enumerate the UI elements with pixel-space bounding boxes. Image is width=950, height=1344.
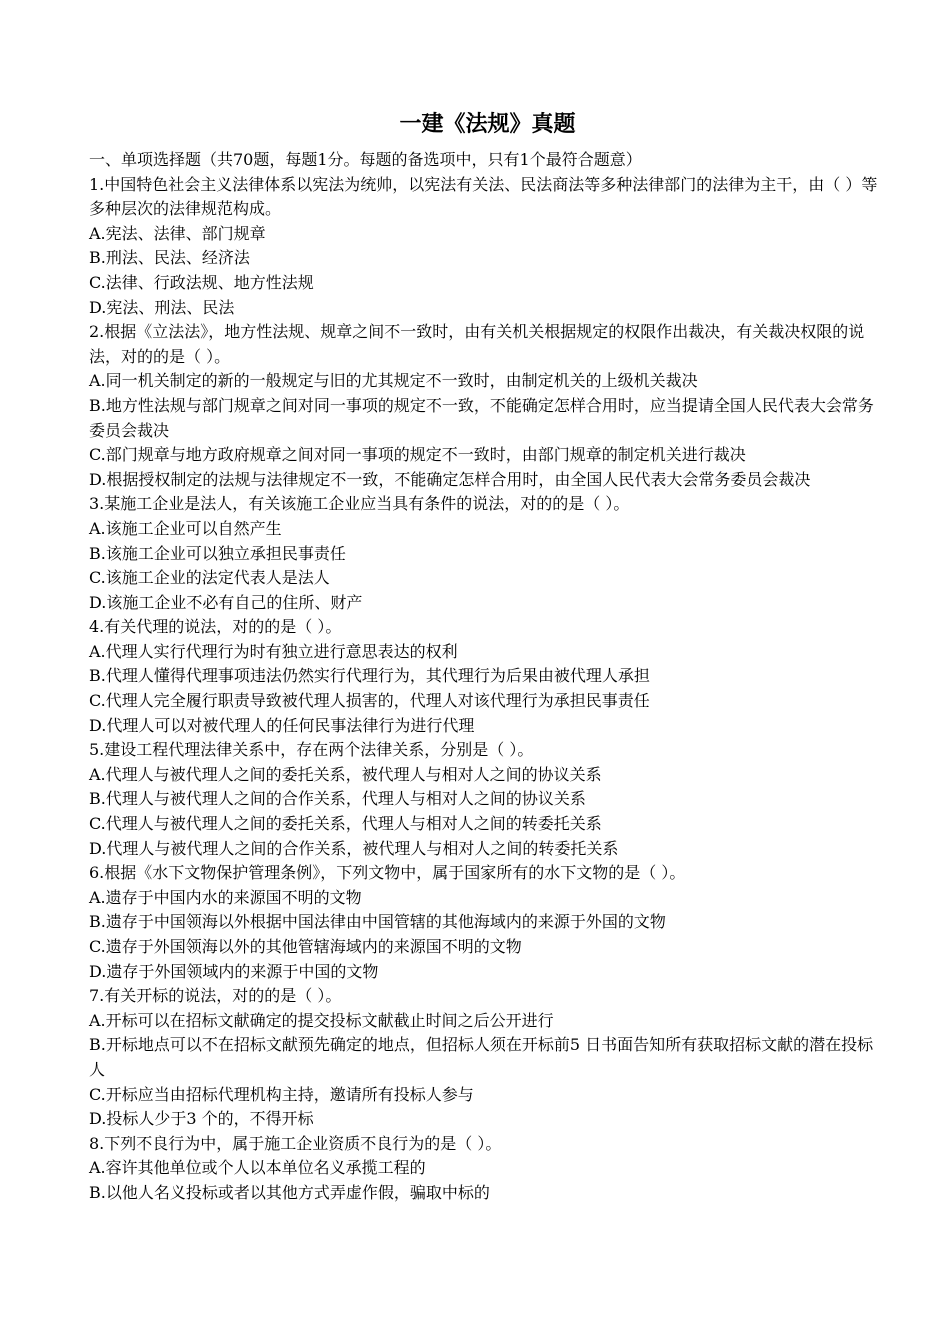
document-title: 一建《法规》真题 (399, 112, 576, 137)
answer-option: D.代理人可以对被代理人的任何民事法律行为进行代理 (89, 715, 475, 735)
question-stem: 8.下列不良行为中，属于施工企业资质不良行为的是（ ）。 (89, 1133, 502, 1153)
question-stem: 6.根据《水下文物保护管理条例》，下列文物中，属于国家所有的水下文物的是（ ）。 (89, 863, 686, 883)
question-stem: 1.中国特色社会主义法律体系以宪法为统帅，以宪法有关法、民法商法等多种法律部门的法律为主干，由（ ）等多种层次的法律规范构成。 (89, 174, 878, 219)
answer-option: A.该施工企业可以自然产生 (89, 518, 282, 538)
answer-option: C.法律、行政法规、地方性法规 (89, 272, 314, 292)
answer-option: B.代理人与被代理人之间的合作关系，代理人与相对人之间的协议关系 (89, 789, 586, 809)
answer-option: C.遗存于外国领海以外的其他管辖海域内的来源国不明的文物 (89, 937, 522, 956)
answer-option: C.代理人与被代理人之间的委托关系，代理人与相对人之间的转委托关系 (89, 814, 602, 834)
answer-option: C.开标应当由招标代理机构主持，邀请所有投标人参与 (89, 1084, 474, 1104)
answer-option: A.宪法、法律、部门规章 (89, 223, 266, 243)
section-heading: 一、单项选择题（共70题，每题1分。每题的备选项中，只有1个最符合题意） (89, 150, 642, 169)
answer-option: A.容许其他单位或个人以本单位名义承揽工程的 (89, 1158, 426, 1178)
answer-option: A.开标可以在招标文献确定的提交投标文献截止时间之后公开进行 (89, 1010, 554, 1030)
answer-option: C.部门规章与地方政府规章之间对同一事项的规定不一致时，由部门规章的制定机关进行裁决 (89, 445, 746, 465)
answer-option: D.宪法、刑法、民法 (89, 297, 235, 317)
answer-option: D.代理人与被代理人之间的合作关系，被代理人与相对人之间的转委托关系 (89, 838, 619, 858)
answer-option: A.代理人与被代理人之间的委托关系，被代理人与相对人之间的协议关系 (89, 764, 602, 784)
answer-option: B.该施工企业可以独立承担民事责任 (89, 543, 346, 563)
question-stem: 4.有关代理的说法，对的的是（ ）。 (89, 617, 342, 637)
answer-option: C.代理人完全履行职责导致被代理人损害的，代理人对该代理行为承担民事责任 (89, 691, 650, 711)
answer-option: B.地方性法规与部门规章之间对同一事项的规定不一致，不能确定怎样合用时，应当提请全国人民代表大会常务委员会裁决 (89, 395, 874, 440)
answer-option: A.同一机关制定的新的一般规定与旧的尤其规定不一致时，由制定机关的上级机关裁决 (89, 371, 698, 391)
answer-option: A.遗存于中国内水的来源国不明的文物 (89, 887, 362, 907)
answer-option: D.遗存于外国领域内的来源于中国的文物 (89, 961, 379, 981)
answer-option: A.代理人实行代理行为时有独立进行意思表达的权利 (89, 641, 458, 661)
document-body (89, 148, 881, 1206)
answer-option: C.该施工企业的法定代表人是法人 (89, 568, 330, 588)
answer-option: B.遗存于中国领海以外根据中国法律由中国管辖的其他海域内的来源于外国的文物 (89, 912, 666, 932)
question-stem: 7.有关开标的说法，对的的是（ ）。 (89, 986, 342, 1006)
document-page (89, 108, 881, 1206)
answer-option: B.代理人懂得代理事项违法仍然实行代理行为，其代理行为后果由被代理人承担 (89, 666, 650, 686)
question-stem: 2.根据《立法法》，地方性法规、规章之间不一致时，由有关机关根据规定的权限作出裁决，有关裁决权限的说法，对的的是（ ）。 (89, 322, 865, 366)
answer-option: D.根据授权制定的法规与法律规定不一致，不能确定怎样合用时，由全国人民代表大会常务委员会裁决 (89, 469, 811, 489)
question-stem: 3.某施工企业是法人，有关该施工企业应当具有条件的说法，对的的是（ ）。 (89, 494, 630, 514)
answer-option: B.刑法、民法、经济法 (89, 248, 250, 268)
answer-option: D.投标人少于3 个的，不得开标 (89, 1109, 314, 1129)
question-stem: 5.建设工程代理法律关系中，存在两个法律关系，分别是（ ）。 (89, 740, 534, 760)
answer-option: B.以他人名义投标或者以其他方式弄虚作假，骗取中标的 (89, 1182, 490, 1202)
answer-option: B.开标地点可以不在招标文献预先确定的地点，但招标人须在开标前5 日书面告知所有获取招标文献的潜在投标人 (89, 1035, 874, 1079)
answer-option: D.该施工企业不必有自己的住所、财产 (89, 592, 363, 612)
